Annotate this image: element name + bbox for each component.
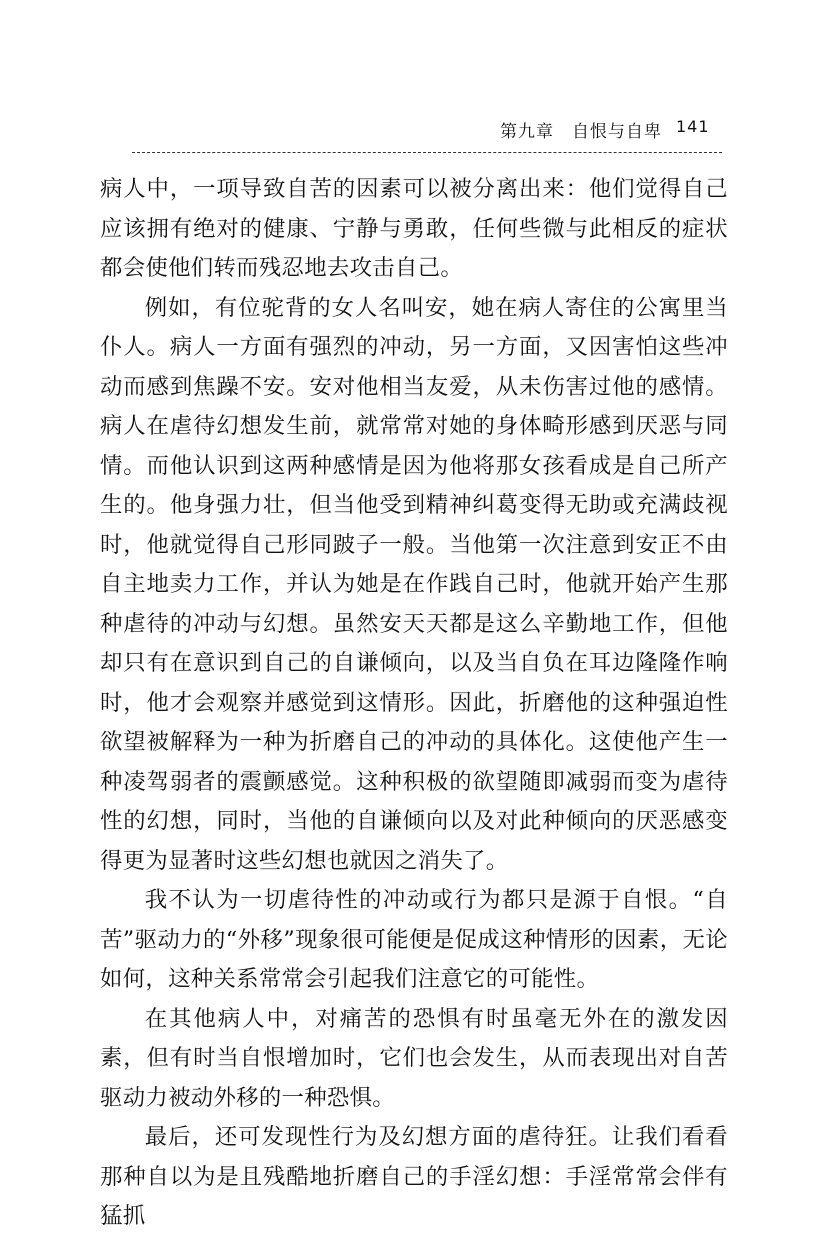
running-head bbox=[500, 117, 740, 147]
body-text bbox=[100, 170, 728, 1237]
paragraph: 我不认为一切虐待性的冲动或行为都只是源于自恨。“自苦”驱动力的“外移”现象很可能便是促成这种情形的因素，无论如何，这种关系常常会引起我们注意它的可能性。 bbox=[100, 887, 728, 992]
header-rule bbox=[132, 152, 722, 153]
paragraph: 例如，有位驼背的女人名叫安，她在病人寄住的公寓里当仆人。病人一方面有强烈的冲动，另一方面，又因害怕这些冲动而感到焦躁不安。安对他相当友爱，从未伤害过他的感情。病人在虐待幻想发生前，就常常对她的身体畸形感到厌恶与同情。而他认识到这两种感情是因为他将那女孩看成是自己所产生的。他身强力壮，但当他受到精神纠葛变得无助或充满歧视时，他就觉得自己形同跛子一般。当他第一次注意到安正不由自主地卖力工作，并认为她是在作践自己时，他就开始产生那种虐待的冲动与幻想。虽然安天天都是这么辛勤地工作，但他却只有在意识到自己的自谦倾向，以及当自负在耳边隆隆作响时，他才会观察并感觉到这情形。因此，折磨他的这种强迫性欲望被解释为一种为折磨自己的冲动的具体化。这使他产生一种凌驾弱者的震颤感觉。这种积极的欲望随即减弱而变为虐待性的幻想，同时，当他的自谦倾向以及对此种倾向的厌恶感变得更为显著时这些幻想也就因之消失了。 bbox=[100, 294, 728, 874]
page-number: 141 bbox=[676, 117, 710, 136]
paragraph: 在其他病人中，对痛苦的恐惧有时虽毫无外在的激发因素，但有时当自恨增加时，它们也会发生，从而表现出对自苦驱动力被动外移的一种恐惧。 bbox=[100, 1005, 728, 1111]
paragraph: 病人中，一项导致自苦的因素可以被分离出来：他们觉得自己应该拥有绝对的健康、宁静与勇敢，任何些微与此相反的症状都会使他们转而残忍地去攻击自己。 bbox=[100, 176, 728, 281]
chapter-title: 自恨与自卑 bbox=[572, 122, 662, 142]
chapter-label: 第九章 bbox=[500, 122, 554, 142]
paragraph: 最后，还可发现性行为及幻想方面的虐待狂。让我们看看那种自以为是且残酷地折磨自己的手淫幻想：手淫常常会伴有猛抓 bbox=[100, 1124, 728, 1229]
